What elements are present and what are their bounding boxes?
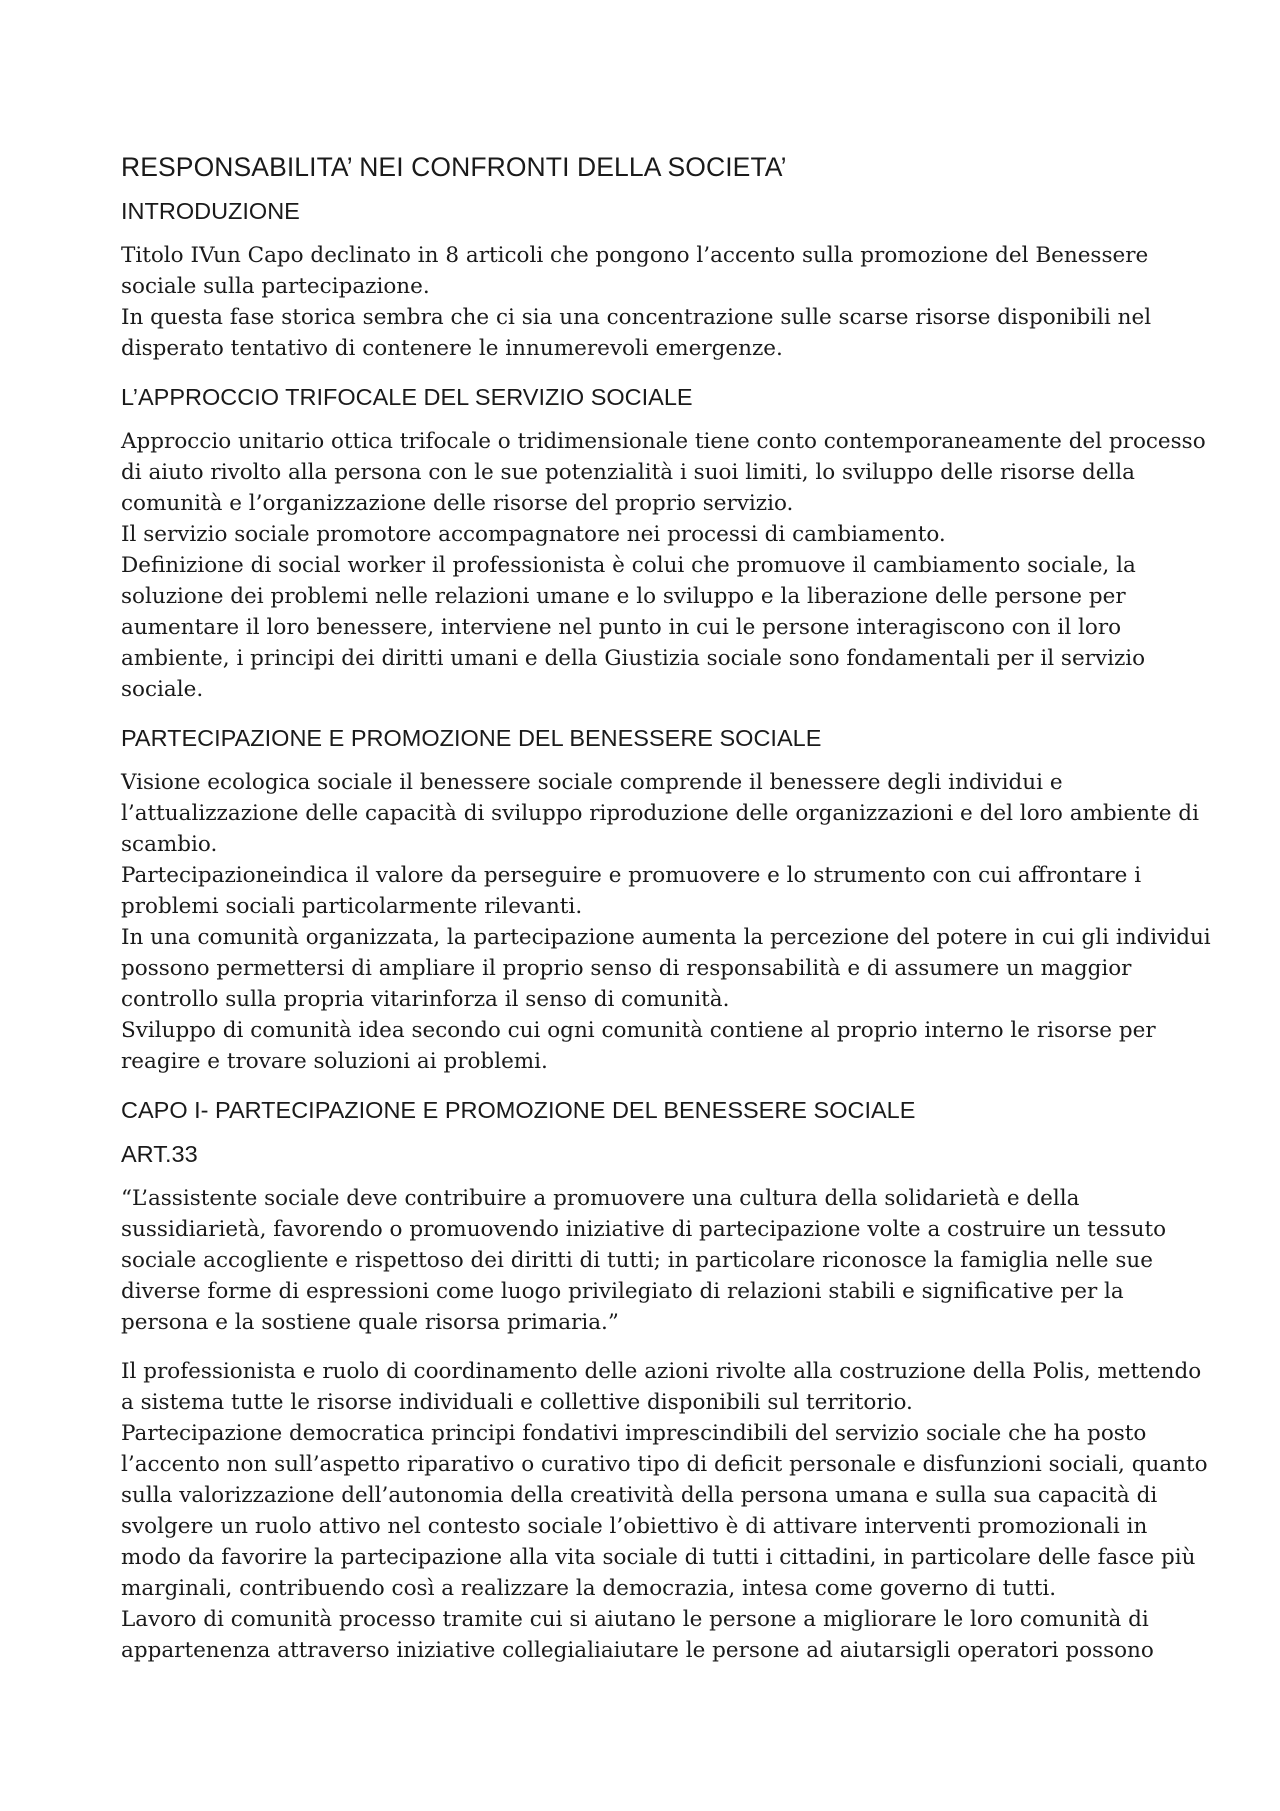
section-heading: ART.33 — [121, 1141, 198, 1167]
paragraph-line: l’accento non sull’aspetto riparativo o curativo tipo di deficit personale e disfunzioni sociali, quanto — [121, 1452, 1208, 1477]
paragraph-line: comunità e l’organizzazione delle risorse del proprio servizio. — [121, 491, 794, 516]
section-heading: L’APPROCCIO TRIFOCALE DEL SERVIZIO SOCIALE — [121, 384, 693, 410]
paragraph-line: svolgere un ruolo attivo nel contesto sociale l’obiettivo è di attivare interventi promozionali in — [121, 1514, 1148, 1539]
paragraph-line: In una comunità organizzata, la partecipazione aumenta la percezione del potere in cui gli individui — [121, 925, 1211, 950]
paragraph-line: Approccio unitario ottica trifocale o tridimensionale tiene conto contemporaneamente del processo — [121, 429, 1206, 454]
paragraph-line: sociale. — [121, 677, 204, 702]
document-sections — [121, 196, 1211, 1666]
section-heading: INTRODUZIONE — [121, 198, 300, 224]
paragraph-line: Partecipazione democratica principi fondativi imprescindibili del servizio sociale che ha posto — [121, 1421, 1147, 1446]
paragraph-line: Sviluppo di comunità idea secondo cui ogni comunità contiene al proprio interno le risorse per — [121, 1018, 1156, 1043]
paragraph-line: controllo sulla propria vitarinforza il senso di comunità. — [121, 987, 730, 1012]
paragraph — [121, 1183, 1171, 1338]
paragraph-line: Lavoro di comunità processo tramite cui si aiutano le persone a migliorare le loro comunità di — [121, 1607, 1149, 1632]
paragraph-line: disperato tentativo di contenere le innumerevoli emergenze. — [121, 336, 783, 361]
document-content — [121, 150, 1211, 1684]
paragraph-line: di aiuto rivolto alla persona con le sue potenzialità i suoi limiti, lo sviluppo delle risorse della — [121, 460, 1135, 485]
paragraph-line: ambiente, i principi dei diritti umani e della Giustizia sociale sono fondamentali per il servizio — [121, 646, 1146, 671]
paragraph-line: Partecipazioneindica il valore da perseguire e promuovere e lo strumento con cui affrontare i — [121, 863, 1142, 888]
paragraph-line: reagire e trovare soluzioni ai problemi. — [121, 1049, 548, 1074]
paragraph-line: Il professionista e ruolo di coordinamento delle azioni rivolte alla costruzione della Polis, mettendo — [121, 1359, 1202, 1384]
paragraph-line: possono permettersi di ampliare il proprio senso di responsabilità e di assumere un maggior — [121, 956, 1132, 981]
paragraph-line: Il servizio sociale promotore accompagnatore nei processi di cambiamento. — [121, 522, 946, 547]
paragraph — [121, 426, 1206, 705]
paragraph-line: sulla valorizzazione dell’autonomia della creatività della persona umana e sulla sua capacità di — [121, 1483, 1158, 1508]
paragraph — [121, 767, 1211, 1077]
paragraph-line: In questa fase storica sembra che ci sia una concentrazione sulle scarse risorse disponibili nel — [121, 305, 1152, 330]
paragraph-line: sociale sulla partecipazione. — [121, 274, 430, 299]
paragraph-line: diverse forme di espressioni come luogo privilegiato di relazioni stabili e significative per la — [121, 1279, 1124, 1304]
paragraph — [121, 1356, 1208, 1666]
paragraph-line: sussidiarietà, favorendo o promuovendo iniziative di partecipazione volte a costruire un tessuto — [121, 1217, 1167, 1242]
paragraph-line: Definizione di social worker il professionista è colui che promuove il cambiamento sociale, la — [121, 553, 1136, 578]
paragraph-line: soluzione dei problemi nelle relazioni umane e lo sviluppo e la liberazione delle persone per — [121, 584, 1126, 609]
paragraph-line: marginali, contribuendo così a realizzare la democrazia, intesa come governo di tutti. — [121, 1576, 1057, 1601]
section-heading: CAPO I- PARTECIPAZIONE E PROMOZIONE DEL BENESSERE SOCIALE — [121, 1097, 916, 1123]
document-title: RESPONSABILITA’ NEI CONFRONTI DELLA SOCIETA’ — [121, 152, 787, 182]
paragraph-line: a sistema tutte le risorse individuali e collettive disponibili sul territorio. — [121, 1390, 913, 1415]
paragraph — [121, 240, 1171, 364]
section-heading: PARTECIPAZIONE E PROMOZIONE DEL BENESSERE SOCIALE — [121, 725, 822, 751]
paragraph-line: appartenenza attraverso iniziative collegialiaiutare le persone ad aiutarsigli operatori possono — [121, 1638, 1154, 1663]
paragraph-line: modo da favorire la partecipazione alla vita sociale di tutti i cittadini, in particolare delle fasce più — [121, 1545, 1196, 1570]
paragraph-line: scambio. — [121, 832, 218, 857]
paragraph-line: aumentare il loro benessere, interviene nel punto in cui le persone interagiscono con il loro — [121, 615, 1122, 640]
paragraph-line: Titolo IVun Capo declinato in 8 articoli che pongono l’accento sulla promozione del Benessere — [121, 243, 1149, 268]
paragraph-line: persona e la sostiene quale risorsa primaria.” — [121, 1310, 619, 1335]
paragraph-line: sociale accogliente e rispettoso dei diritti di tutti; in particolare riconosce la famiglia nelle sue — [121, 1248, 1153, 1273]
paragraph-line: Visione ecologica sociale il benessere sociale comprende il benessere degli individui e — [121, 770, 1063, 795]
paragraph-line: l’attualizzazione delle capacità di sviluppo riproduzione delle organizzazioni e del loro ambiente di — [121, 801, 1199, 826]
paragraph-line: “L’assistente sociale deve contribuire a promuovere una cultura della solidarietà e della — [121, 1186, 1080, 1211]
paragraph-line: problemi sociali particolarmente rilevanti. — [121, 894, 583, 919]
